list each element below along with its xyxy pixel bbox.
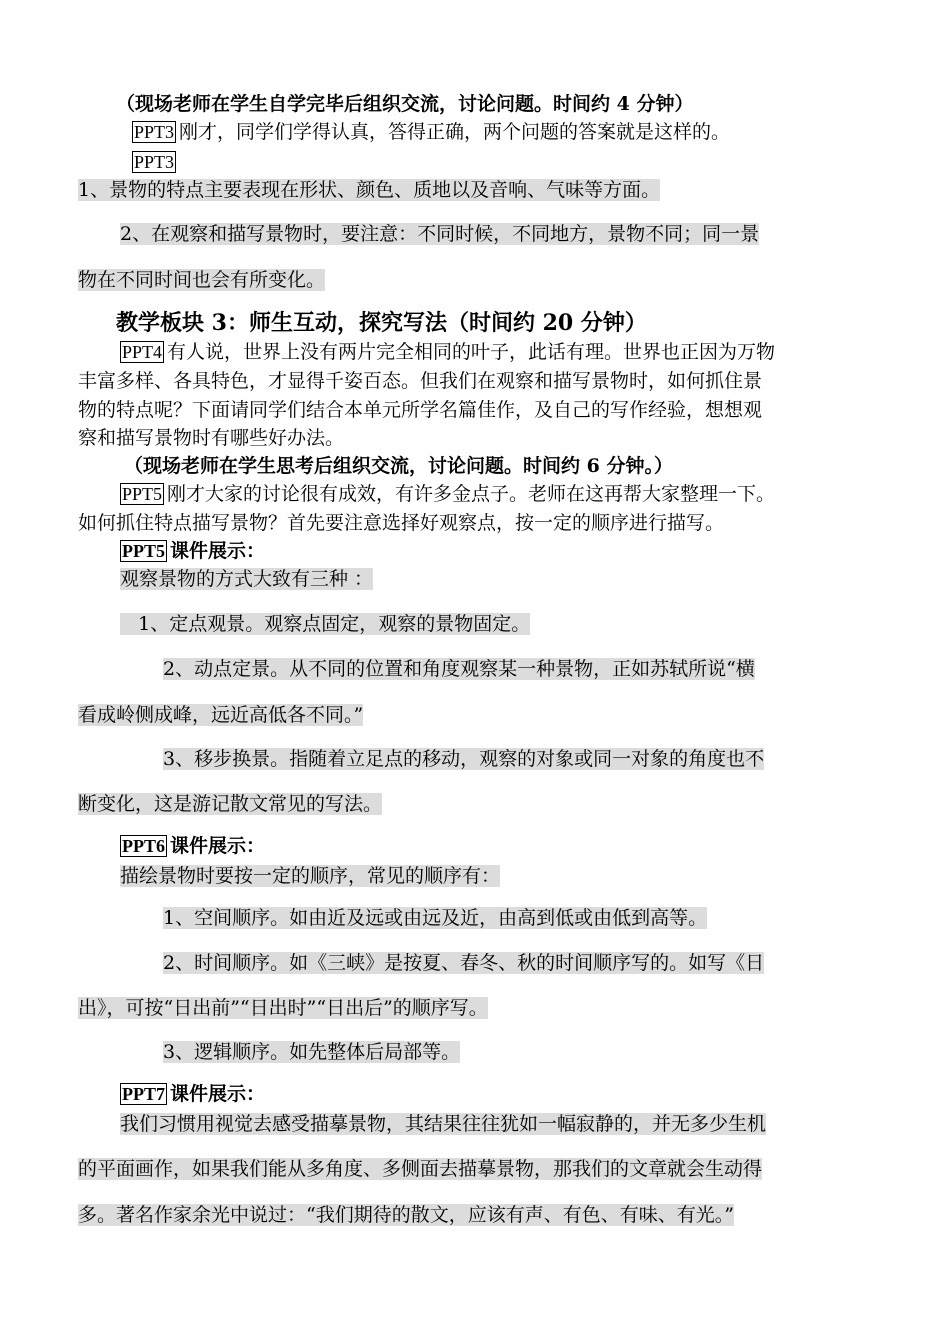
- ppt3-text: 刚才，同学们学得认真，答得正确，两个问题的答案就是这样的。: [179, 121, 731, 143]
- answer-item-1: 1、景物的特点主要表现在形状、颜色、质地以及音响、气味等方面。: [78, 179, 661, 201]
- ppt4-tag: PPT4: [122, 342, 163, 362]
- observe-item-1: 1、定点观景。观察点固定，观察的景物固定。: [120, 612, 872, 636]
- ppt7-courseware-label: PPT7 课件展示：: [122, 1083, 266, 1105]
- observe-item-3-line1: 3、移步换景。指随着立足点的移动，观察的对象或同一对象的角度也不: [163, 748, 765, 770]
- ppt4-line1: PPT4 有人说，世界上没有两片完全相同的叶子，此话有理。世界也正因为万物: [122, 341, 776, 363]
- ppt3-label-line: [132, 150, 872, 174]
- ppt6-courseware-label: PPT6 课件展示：: [122, 835, 266, 857]
- observe-intro: 观察景物的方式大致有三种 ：: [120, 568, 374, 590]
- ppt7-line1: 我们习惯用视觉去感受描摹景物，其结果往往犹如一幅寂静的，并无多少生机: [120, 1113, 767, 1135]
- section-heading-3: 教学板块 3：师生互动，探究写法（时间约 20 分钟）: [116, 310, 647, 336]
- ppt5-line1: PPT5 刚才大家的讨论很有成效，有许多金点子。老师在这再帮大家整理一下。: [122, 483, 776, 505]
- ppt3-tag: PPT3: [134, 122, 175, 142]
- ppt5-courseware-label: PPT5 课件展示：: [122, 540, 266, 562]
- ppt4-line4: 察和描写景物时有哪些好办法。: [78, 427, 345, 449]
- order-item-1: 1、空间顺序。如由近及远或由远及近，由高到低或由低到高等。: [163, 907, 708, 929]
- observe-item-3-line2: 断变化，这是游记散文常见的写法。: [78, 793, 383, 815]
- answer-item-2-line2: 物在不同时间也会有所变化。: [78, 269, 326, 291]
- ppt3-paragraph: [132, 120, 872, 144]
- order-item-3: 3、逻辑顺序。如先整体后局部等。: [163, 1041, 461, 1063]
- order-intro: 描绘景物时要按一定的顺序，常见的顺序有：: [120, 865, 501, 887]
- ppt7-line2: 的平面画作，如果我们能从多角度、多侧面去描摹景物，那我们的文章就会生动得: [78, 1158, 763, 1180]
- ppt7-tag: PPT7: [122, 1084, 165, 1104]
- ppt3-tag-2: PPT3: [134, 152, 175, 172]
- ppt6-tag: PPT6: [122, 836, 165, 856]
- order-item-2-line2: 出》，可按“日出前”“日出时”“日出后”的顺序写。: [78, 997, 488, 1019]
- ppt5-line2: 如何抓住特点描写景物？首先要注意选择好观察点，按一定的顺序进行描写。: [78, 512, 725, 534]
- note-discussion-4min: （现场老师在学生自学完毕后组织交流，讨论问题。时间约 4 分钟）: [116, 93, 694, 115]
- ppt4-line3: 物的特点呢？下面请同学们结合本单元所学名篇佳作，及自己的写作经验，想想观: [78, 399, 763, 421]
- ppt4-line2: 丰富多样、各具特色，才显得千姿百态。但我们在观察和描写景物时，如何抓住景: [78, 370, 763, 392]
- ppt7-line3: 多。著名作家余光中说过：“我们期待的散文，应该有声、有色、有味、有光。”: [78, 1204, 734, 1226]
- ppt5-tag-2: PPT5: [122, 541, 165, 561]
- ppt5-tag: PPT5: [122, 484, 163, 504]
- observe-item-2-line1: 2、动点定景。从不同的位置和角度观察某一种景物，正如苏轼所说“横: [163, 658, 755, 680]
- order-item-2-line1: 2、时间顺序。如《三峡》是按夏、春冬、秋的时间顺序写的。如写《日: [163, 952, 765, 974]
- note-discussion-6min: （现场老师在学生思考后组织交流，讨论问题。时间约 6 分钟。）: [124, 455, 673, 477]
- observe-item-2-line2: 看成岭侧成峰，远近高低各不同。”: [78, 704, 364, 726]
- answer-item-2-line1: 2、在观察和描写景物时，要注意：不同时候，不同地方，景物不同；同一景: [120, 223, 760, 245]
